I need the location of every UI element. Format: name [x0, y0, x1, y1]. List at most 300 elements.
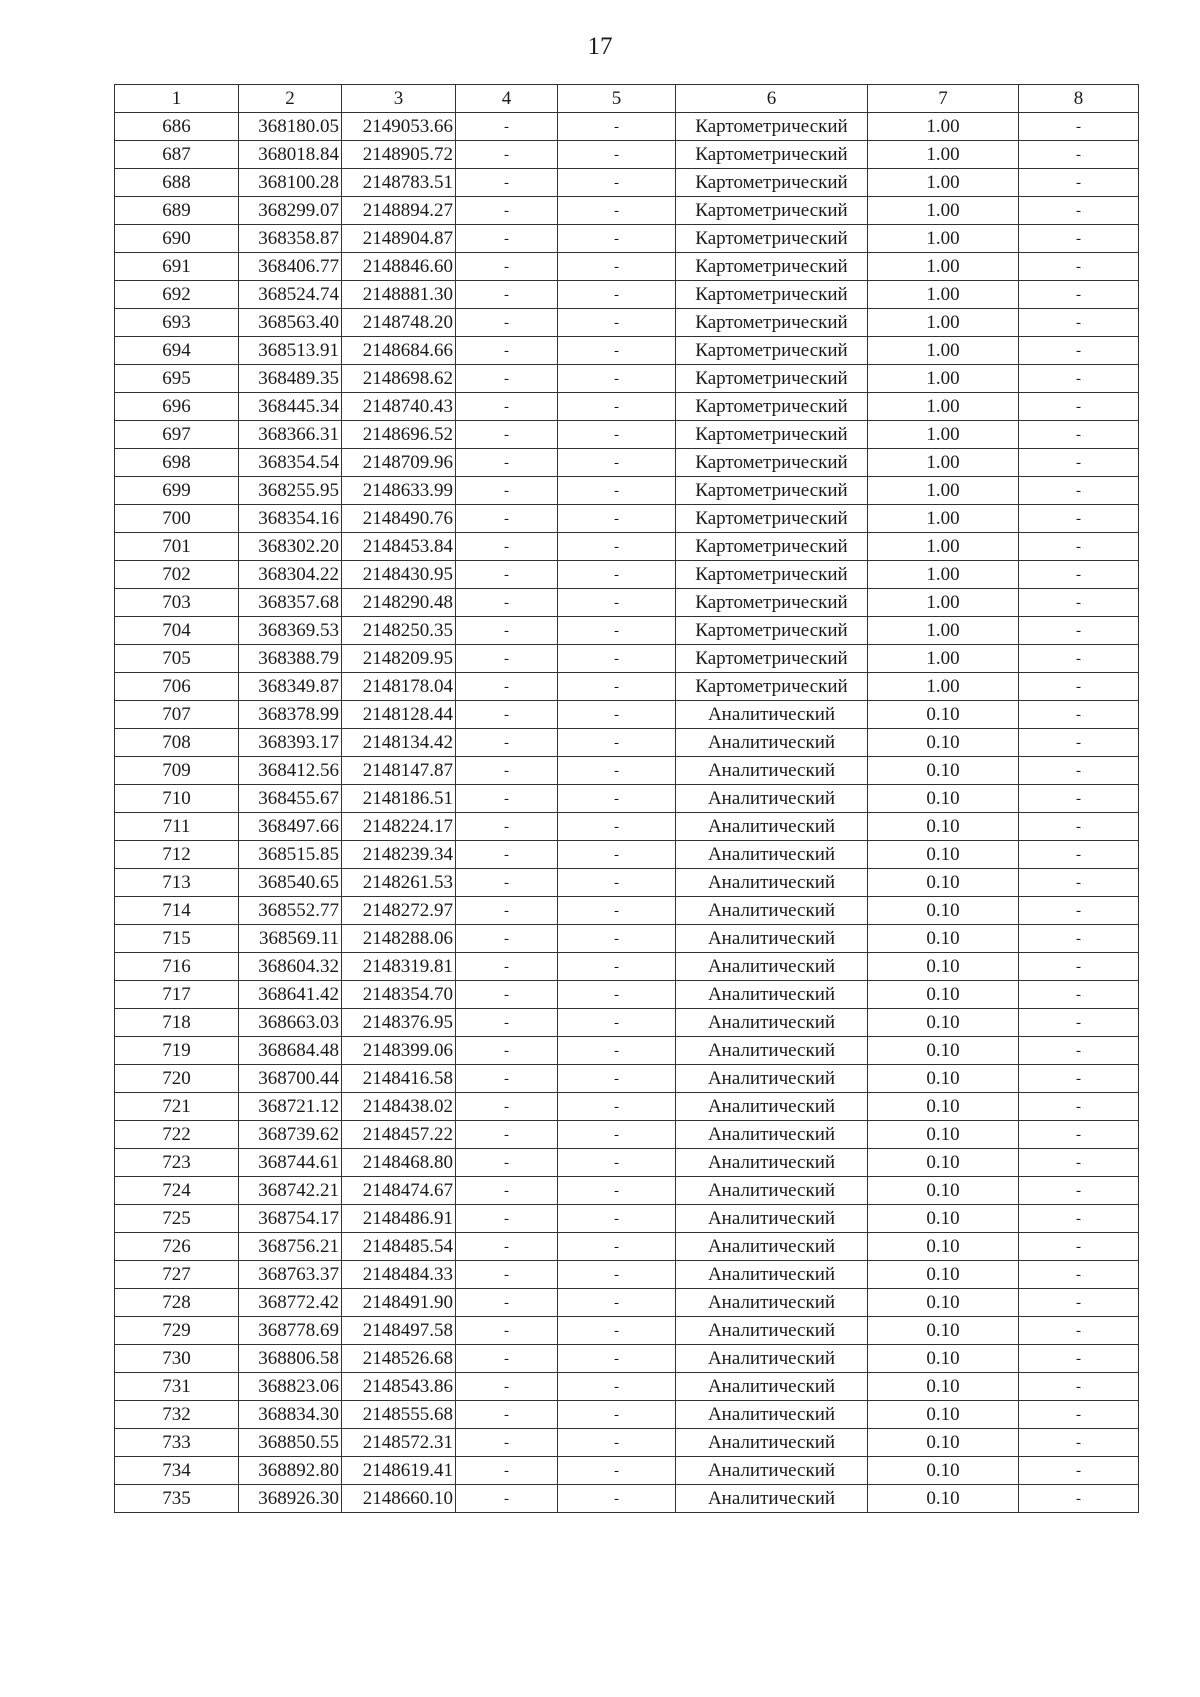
col8-value: - [1019, 1121, 1139, 1149]
col4-value: - [456, 141, 558, 169]
column-header: 3 [342, 85, 456, 113]
col5-value: - [558, 1457, 676, 1485]
method: Картометрический [676, 533, 868, 561]
method: Аналитический [676, 1429, 868, 1457]
coordinate-y: 2148209.95 [342, 645, 456, 673]
col8-value: - [1019, 1149, 1139, 1177]
coordinate-y: 2148905.72 [342, 141, 456, 169]
col8-value: - [1019, 617, 1139, 645]
column-header: 2 [239, 85, 342, 113]
col5-value: - [558, 1205, 676, 1233]
table-row [115, 589, 1139, 617]
method: Аналитический [676, 1177, 868, 1205]
col5-value: - [558, 1121, 676, 1149]
method: Аналитический [676, 729, 868, 757]
method: Картометрический [676, 421, 868, 449]
coordinate-y: 2148288.06 [342, 925, 456, 953]
accuracy: 1.00 [868, 617, 1019, 645]
col5-value: - [558, 1373, 676, 1401]
coordinate-x: 368700.44 [239, 1065, 342, 1093]
accuracy: 0.10 [868, 1177, 1019, 1205]
col4-value: - [456, 1121, 558, 1149]
accuracy: 0.10 [868, 785, 1019, 813]
point-number: 726 [115, 1233, 239, 1261]
col8-value: - [1019, 197, 1139, 225]
accuracy: 1.00 [868, 337, 1019, 365]
col5-value: - [558, 1401, 676, 1429]
col5-value: - [558, 449, 676, 477]
col8-value: - [1019, 1345, 1139, 1373]
col4-value: - [456, 841, 558, 869]
method: Аналитический [676, 785, 868, 813]
coordinate-y: 2148894.27 [342, 197, 456, 225]
coordinate-x: 368513.91 [239, 337, 342, 365]
col8-value: - [1019, 813, 1139, 841]
col8-value: - [1019, 589, 1139, 617]
col5-value: - [558, 673, 676, 701]
table-row [115, 533, 1139, 561]
coordinate-x: 368445.34 [239, 393, 342, 421]
col4-value: - [456, 253, 558, 281]
accuracy: 1.00 [868, 505, 1019, 533]
table-row [115, 505, 1139, 533]
col5-value: - [558, 841, 676, 869]
method: Аналитический [676, 1373, 868, 1401]
point-number: 718 [115, 1009, 239, 1037]
accuracy: 0.10 [868, 1457, 1019, 1485]
coordinate-y: 2148748.20 [342, 309, 456, 337]
coordinate-x: 368823.06 [239, 1373, 342, 1401]
accuracy: 1.00 [868, 393, 1019, 421]
method: Аналитический [676, 701, 868, 729]
table-row [115, 309, 1139, 337]
accuracy: 0.10 [868, 841, 1019, 869]
col4-value: - [456, 561, 558, 589]
point-number: 710 [115, 785, 239, 813]
point-number: 712 [115, 841, 239, 869]
method: Аналитический [676, 1401, 868, 1429]
col5-value: - [558, 1177, 676, 1205]
col5-value: - [558, 1485, 676, 1513]
point-number: 720 [115, 1065, 239, 1093]
col4-value: - [456, 981, 558, 1009]
point-number: 702 [115, 561, 239, 589]
col4-value: - [456, 1261, 558, 1289]
point-number: 731 [115, 1373, 239, 1401]
point-number: 714 [115, 897, 239, 925]
col4-value: - [456, 589, 558, 617]
coordinate-y: 2148272.97 [342, 897, 456, 925]
col5-value: - [558, 253, 676, 281]
column-header: 7 [868, 85, 1019, 113]
point-number: 687 [115, 141, 239, 169]
table-row [115, 701, 1139, 729]
method: Аналитический [676, 1261, 868, 1289]
method: Аналитический [676, 1457, 868, 1485]
col5-value: - [558, 729, 676, 757]
table-row [115, 897, 1139, 925]
column-header: 8 [1019, 85, 1139, 113]
accuracy: 1.00 [868, 169, 1019, 197]
accuracy: 0.10 [868, 1121, 1019, 1149]
col5-value: - [558, 1149, 676, 1177]
point-number: 721 [115, 1093, 239, 1121]
point-number: 690 [115, 225, 239, 253]
point-number: 707 [115, 701, 239, 729]
col5-value: - [558, 785, 676, 813]
col5-value: - [558, 1037, 676, 1065]
col5-value: - [558, 281, 676, 309]
col5-value: - [558, 1233, 676, 1261]
point-number: 719 [115, 1037, 239, 1065]
accuracy: 0.10 [868, 1233, 1019, 1261]
col5-value: - [558, 897, 676, 925]
col5-value: - [558, 813, 676, 841]
table-row [115, 1373, 1139, 1401]
coordinate-y: 2148186.51 [342, 785, 456, 813]
col5-value: - [558, 1345, 676, 1373]
column-header: 5 [558, 85, 676, 113]
point-number: 722 [115, 1121, 239, 1149]
col8-value: - [1019, 505, 1139, 533]
coordinate-x: 368455.67 [239, 785, 342, 813]
point-number: 700 [115, 505, 239, 533]
method: Аналитический [676, 897, 868, 925]
coordinate-y: 2148290.48 [342, 589, 456, 617]
point-number: 688 [115, 169, 239, 197]
table-row [115, 841, 1139, 869]
point-number: 709 [115, 757, 239, 785]
point-number: 728 [115, 1289, 239, 1317]
col5-value: - [558, 337, 676, 365]
col4-value: - [456, 337, 558, 365]
table-row [115, 1037, 1139, 1065]
method: Картометрический [676, 673, 868, 701]
table-row [115, 673, 1139, 701]
method: Картометрический [676, 477, 868, 505]
table-row [115, 785, 1139, 813]
table-row [115, 1009, 1139, 1037]
method: Картометрический [676, 337, 868, 365]
col8-value: - [1019, 1289, 1139, 1317]
point-number: 725 [115, 1205, 239, 1233]
col8-value: - [1019, 841, 1139, 869]
coordinate-y: 2148224.17 [342, 813, 456, 841]
accuracy: 0.10 [868, 1261, 1019, 1289]
table-row [115, 1485, 1139, 1513]
coordinate-y: 2148261.53 [342, 869, 456, 897]
coordinate-y: 2148684.66 [342, 337, 456, 365]
col5-value: - [558, 477, 676, 505]
col5-value: - [558, 113, 676, 141]
accuracy: 0.10 [868, 813, 1019, 841]
coordinate-y: 2148399.06 [342, 1037, 456, 1065]
col5-value: - [558, 365, 676, 393]
method: Картометрический [676, 281, 868, 309]
point-number: 732 [115, 1401, 239, 1429]
col4-value: - [456, 1205, 558, 1233]
col8-value: - [1019, 925, 1139, 953]
method: Аналитический [676, 925, 868, 953]
col5-value: - [558, 561, 676, 589]
accuracy: 1.00 [868, 365, 1019, 393]
accuracy: 0.10 [868, 1429, 1019, 1457]
coordinate-y: 2148438.02 [342, 1093, 456, 1121]
coordinate-x: 368299.07 [239, 197, 342, 225]
table-row [115, 1093, 1139, 1121]
col5-value: - [558, 869, 676, 897]
accuracy: 0.10 [868, 953, 1019, 981]
table-row [115, 365, 1139, 393]
col5-value: - [558, 1093, 676, 1121]
table-row [115, 869, 1139, 897]
col5-value: - [558, 169, 676, 197]
col4-value: - [456, 1317, 558, 1345]
method: Картометрический [676, 253, 868, 281]
coordinate-y: 2148543.86 [342, 1373, 456, 1401]
point-number: 708 [115, 729, 239, 757]
table-row [115, 1429, 1139, 1457]
table-row [115, 1121, 1139, 1149]
col8-value: - [1019, 729, 1139, 757]
col4-value: - [456, 729, 558, 757]
accuracy: 1.00 [868, 673, 1019, 701]
table-row [115, 253, 1139, 281]
col8-value: - [1019, 1009, 1139, 1037]
method: Аналитический [676, 1009, 868, 1037]
coordinate-x: 368926.30 [239, 1485, 342, 1513]
col4-value: - [456, 1065, 558, 1093]
col4-value: - [456, 1485, 558, 1513]
point-number: 701 [115, 533, 239, 561]
accuracy: 1.00 [868, 589, 1019, 617]
table-row [115, 729, 1139, 757]
accuracy: 0.10 [868, 1289, 1019, 1317]
accuracy: 1.00 [868, 225, 1019, 253]
col4-value: - [456, 785, 558, 813]
method: Картометрический [676, 225, 868, 253]
coordinate-x: 368515.85 [239, 841, 342, 869]
table-row [115, 1261, 1139, 1289]
col8-value: - [1019, 421, 1139, 449]
method: Аналитический [676, 1317, 868, 1345]
accuracy: 1.00 [868, 477, 1019, 505]
table-row [115, 617, 1139, 645]
col4-value: - [456, 1149, 558, 1177]
point-number: 696 [115, 393, 239, 421]
col4-value: - [456, 925, 558, 953]
col5-value: - [558, 393, 676, 421]
coordinates-table [114, 84, 1139, 1513]
accuracy: 1.00 [868, 645, 1019, 673]
col4-value: - [456, 757, 558, 785]
point-number: 729 [115, 1317, 239, 1345]
coordinate-x: 368806.58 [239, 1345, 342, 1373]
table-row [115, 757, 1139, 785]
table-row [115, 197, 1139, 225]
point-number: 693 [115, 309, 239, 337]
accuracy: 1.00 [868, 253, 1019, 281]
point-number: 695 [115, 365, 239, 393]
table-row [115, 1065, 1139, 1093]
method: Картометрический [676, 645, 868, 673]
table-row [115, 1289, 1139, 1317]
method: Картометрический [676, 561, 868, 589]
accuracy: 1.00 [868, 561, 1019, 589]
col4-value: - [456, 113, 558, 141]
accuracy: 1.00 [868, 281, 1019, 309]
col8-value: - [1019, 673, 1139, 701]
col4-value: - [456, 869, 558, 897]
method: Картометрический [676, 505, 868, 533]
accuracy: 0.10 [868, 1149, 1019, 1177]
coordinate-x: 368302.20 [239, 533, 342, 561]
table-row [115, 1233, 1139, 1261]
method: Картометрический [676, 197, 868, 225]
table-row [115, 1149, 1139, 1177]
table-row [115, 281, 1139, 309]
method: Аналитический [676, 757, 868, 785]
col8-value: - [1019, 1037, 1139, 1065]
coordinate-y: 2148376.95 [342, 1009, 456, 1037]
coordinate-x: 368018.84 [239, 141, 342, 169]
col8-value: - [1019, 561, 1139, 589]
coordinate-x: 368349.87 [239, 673, 342, 701]
table-row [115, 141, 1139, 169]
point-number: 735 [115, 1485, 239, 1513]
col4-value: - [456, 1177, 558, 1205]
col5-value: - [558, 981, 676, 1009]
col4-value: - [456, 1093, 558, 1121]
col5-value: - [558, 197, 676, 225]
coordinate-x: 368604.32 [239, 953, 342, 981]
col4-value: - [456, 1037, 558, 1065]
table-row [115, 813, 1139, 841]
point-number: 699 [115, 477, 239, 505]
accuracy: 1.00 [868, 449, 1019, 477]
accuracy: 1.00 [868, 113, 1019, 141]
coordinate-x: 368763.37 [239, 1261, 342, 1289]
coordinate-x: 368892.80 [239, 1457, 342, 1485]
col4-value: - [456, 421, 558, 449]
col5-value: - [558, 1261, 676, 1289]
col8-value: - [1019, 981, 1139, 1009]
col8-value: - [1019, 169, 1139, 197]
coordinate-y: 2148134.42 [342, 729, 456, 757]
col8-value: - [1019, 953, 1139, 981]
coordinate-y: 2148147.87 [342, 757, 456, 785]
col4-value: - [456, 197, 558, 225]
col4-value: - [456, 1429, 558, 1457]
col8-value: - [1019, 701, 1139, 729]
col8-value: - [1019, 477, 1139, 505]
method: Аналитический [676, 1485, 868, 1513]
col4-value: - [456, 1401, 558, 1429]
col8-value: - [1019, 141, 1139, 169]
coordinate-y: 2148319.81 [342, 953, 456, 981]
method: Картометрический [676, 617, 868, 645]
coordinate-y: 2148633.99 [342, 477, 456, 505]
coordinate-x: 368304.22 [239, 561, 342, 589]
point-number: 715 [115, 925, 239, 953]
coordinate-y: 2148485.54 [342, 1233, 456, 1261]
method: Аналитический [676, 1149, 868, 1177]
col4-value: - [456, 365, 558, 393]
point-number: 692 [115, 281, 239, 309]
table-row [115, 925, 1139, 953]
method: Аналитический [676, 1289, 868, 1317]
method: Аналитический [676, 1205, 868, 1233]
coordinate-x: 368739.62 [239, 1121, 342, 1149]
method: Аналитический [676, 1345, 868, 1373]
coordinate-y: 2148250.35 [342, 617, 456, 645]
col5-value: - [558, 141, 676, 169]
coordinate-x: 368497.66 [239, 813, 342, 841]
col8-value: - [1019, 897, 1139, 925]
col4-value: - [456, 309, 558, 337]
col4-value: - [456, 281, 558, 309]
table-row [115, 645, 1139, 673]
accuracy: 0.10 [868, 1401, 1019, 1429]
coordinate-y: 2148497.58 [342, 1317, 456, 1345]
coordinate-y: 2148846.60 [342, 253, 456, 281]
col4-value: - [456, 701, 558, 729]
coordinate-y: 2149053.66 [342, 113, 456, 141]
col4-value: - [456, 449, 558, 477]
col4-value: - [456, 1345, 558, 1373]
table-row [115, 337, 1139, 365]
table-row [115, 953, 1139, 981]
method: Картометрический [676, 589, 868, 617]
coordinate-y: 2148416.58 [342, 1065, 456, 1093]
col8-value: - [1019, 1401, 1139, 1429]
col8-value: - [1019, 1373, 1139, 1401]
col4-value: - [456, 1009, 558, 1037]
col5-value: - [558, 1009, 676, 1037]
col4-value: - [456, 1289, 558, 1317]
point-number: 706 [115, 673, 239, 701]
point-number: 713 [115, 869, 239, 897]
col8-value: - [1019, 281, 1139, 309]
method: Аналитический [676, 1233, 868, 1261]
col8-value: - [1019, 1317, 1139, 1345]
accuracy: 0.10 [868, 925, 1019, 953]
col8-value: - [1019, 533, 1139, 561]
method: Картометрический [676, 393, 868, 421]
point-number: 686 [115, 113, 239, 141]
coordinate-y: 2148783.51 [342, 169, 456, 197]
col8-value: - [1019, 869, 1139, 897]
table-row [115, 225, 1139, 253]
accuracy: 1.00 [868, 141, 1019, 169]
method: Картометрический [676, 449, 868, 477]
table-row [115, 393, 1139, 421]
col5-value: - [558, 757, 676, 785]
coordinate-x: 368756.21 [239, 1233, 342, 1261]
col8-value: - [1019, 393, 1139, 421]
col8-value: - [1019, 1429, 1139, 1457]
coordinate-y: 2148128.44 [342, 701, 456, 729]
method: Картометрический [676, 113, 868, 141]
col5-value: - [558, 533, 676, 561]
col8-value: - [1019, 253, 1139, 281]
table-row [115, 1177, 1139, 1205]
coordinate-x: 368358.87 [239, 225, 342, 253]
col4-value: - [456, 953, 558, 981]
col4-value: - [456, 533, 558, 561]
col8-value: - [1019, 785, 1139, 813]
table-row [115, 981, 1139, 1009]
